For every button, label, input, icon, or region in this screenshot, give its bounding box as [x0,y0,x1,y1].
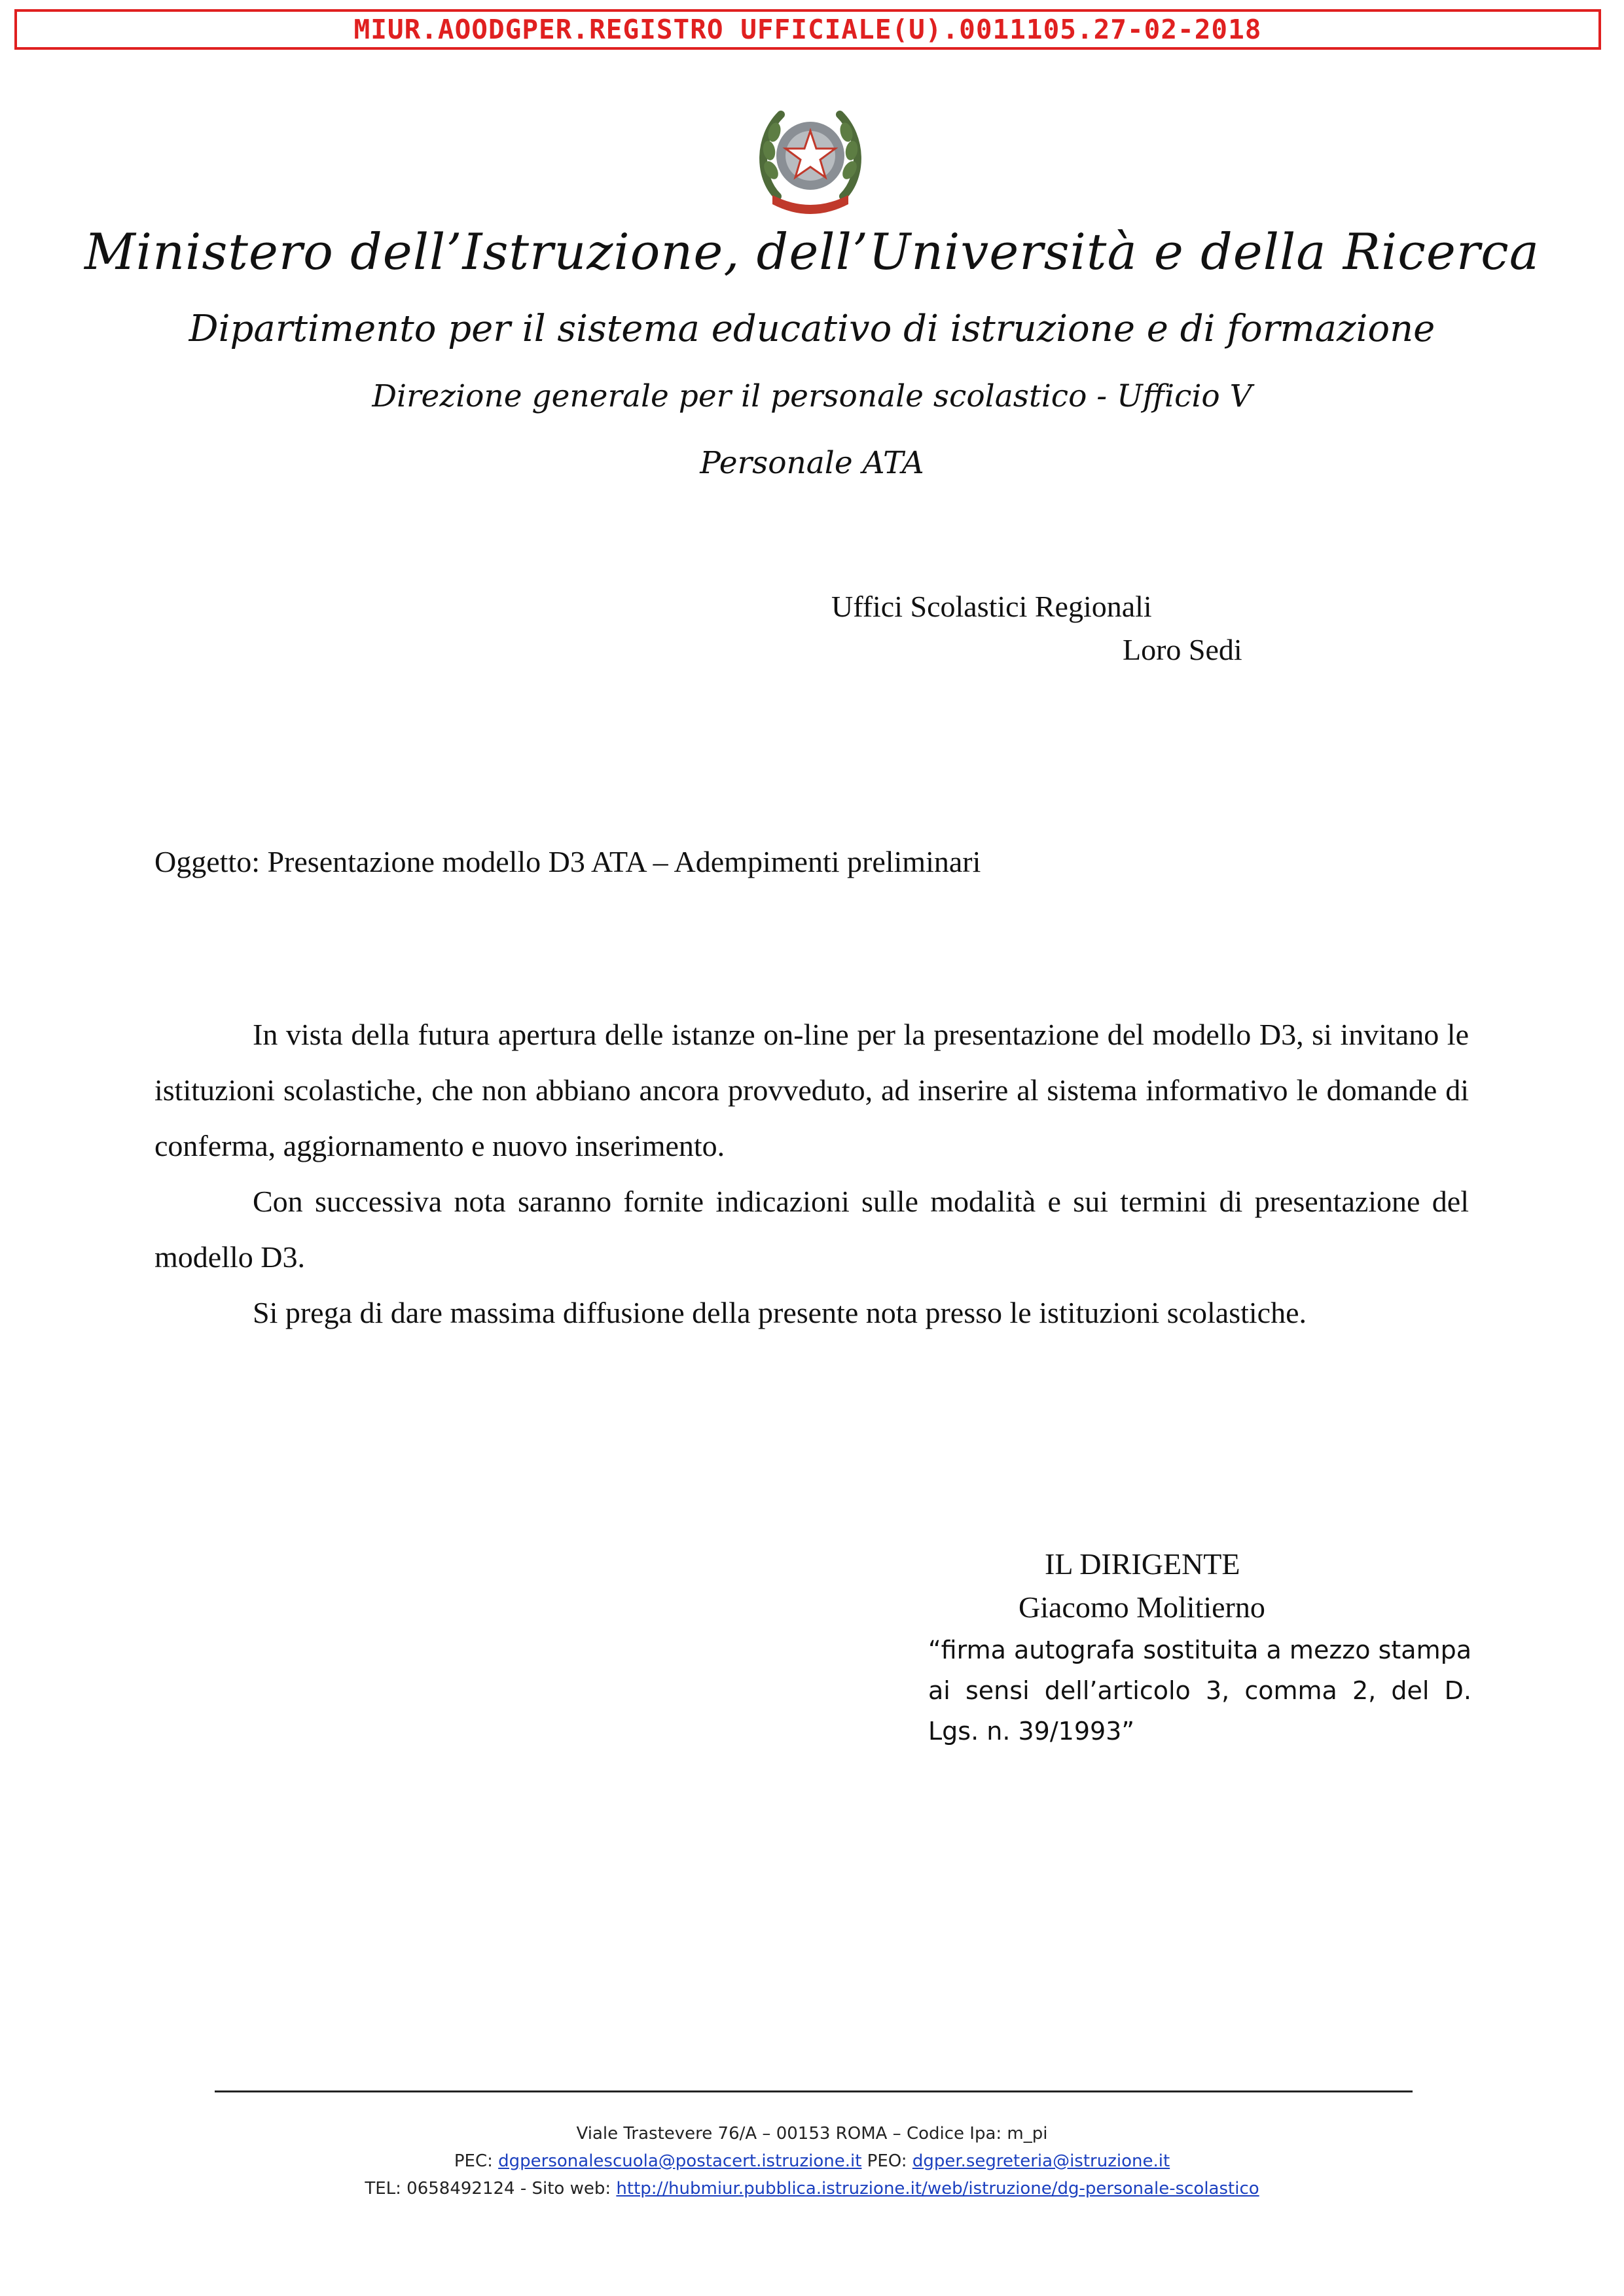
ministry-name: Ministero dell’Istruzione, dell’Università e della Ricerca [84,223,1540,281]
italian-republic-emblem-icon [751,98,869,216]
protocol-stamp: MIUR.AOODGPER.REGISTRO UFFICIALE(U).0011105.27-02-2018 [14,9,1601,50]
peo-label: PEO: [867,2151,907,2171]
footer-divider [215,2090,1413,2092]
signature-note: “firma autografa sostituita a mezzo stampa ai sensi dell’articolo 3, comma 2, del D. Lgs. n. 39/1993” [928,1636,1471,1746]
tel-label: TEL: 0658492124 - Sito web: [365,2179,611,2198]
office-name: Personale ATA [700,445,924,481]
pec-label: PEC: [454,2151,493,2171]
direction-name: Direzione generale per il personale scolastico - Ufficio V [372,378,1252,414]
footer-emails [0,2151,1624,2171]
pec-email-link[interactable]: dgpersonalescuola@postacert.istruzione.it [498,2151,862,2171]
footer-contacts [0,2179,1624,2198]
website-link[interactable]: http://hubmiur.pubblica.istruzione.it/web/istruzione/dg-personale-scolastico [616,2179,1259,2198]
letter-body [154,1007,1469,1340]
recipient-line-2: Loro Sedi [1123,633,1242,666]
peo-email-link[interactable]: dgper.segreteria@istruzione.it [912,2151,1170,2171]
body-paragraph-1: In vista della futura apertura delle istanze on-line per la presentazione del modello D3, si invitano le istituzioni scolastiche, che non abbiano ancora provveduto, ad inserire al sistema informativo le domande di conferma, aggiornamento e nuovo inserimento. [154,1018,1469,1162]
footer-address: Viale Trastevere 76/A – 00153 ROMA – Codice Ipa: m_pi [576,2124,1048,2144]
signatory-title: IL DIRIGENTE [1045,1547,1240,1581]
letter-subject: Oggetto: Presentazione modello D3 ATA – Adempimenti preliminari [154,845,981,878]
body-paragraph-3: Si prega di dare massima diffusione della presente nota presso le istituzioni scolastiche. [253,1296,1307,1329]
department-name: Dipartimento per il sistema educativo di istruzione e di formazione [189,308,1435,350]
signatory-name: Giacomo Molitierno [1019,1590,1265,1624]
body-paragraph-2: Con successiva nota saranno fornite indicazioni sulle modalità e sui termini di presentazione del modello D3. [154,1185,1469,1274]
recipient-line-1: Uffici Scolastici Regionali [831,590,1152,623]
